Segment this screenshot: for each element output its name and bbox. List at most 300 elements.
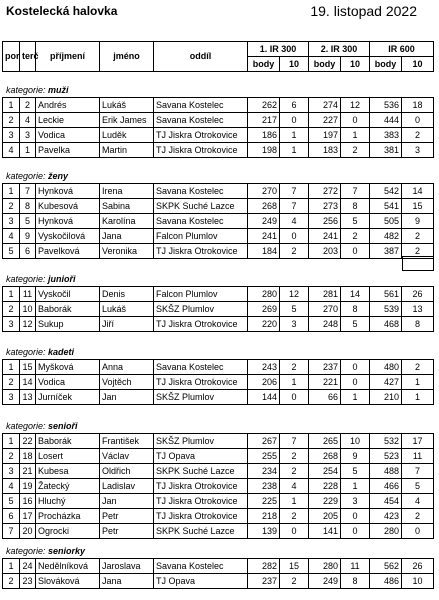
cell-ir1-body: 225 [248, 494, 280, 509]
cell-club: Savana Kostelec [154, 360, 248, 375]
cell-ir1-tens: 7 [280, 184, 309, 199]
cell-ir2-body: 268 [309, 449, 341, 464]
cell-ir600-tens: 5 [402, 479, 434, 494]
results-table [2, 558, 434, 589]
cell-ir2-tens: 0 [341, 509, 370, 524]
col-ir2: 2. IR 300 [309, 42, 370, 57]
cell-surname: Vyskočil [36, 287, 100, 302]
cell-surname: Sukup [36, 317, 100, 332]
cell-ir1-tens: 2 [280, 360, 309, 375]
cell-ir2-body: 272 [309, 184, 341, 199]
cell-ir2-tens: 8 [341, 199, 370, 214]
cell-ir1-tens: 7 [280, 434, 309, 449]
cell-rank: 3 [3, 128, 20, 143]
cell-ir1-body: 184 [248, 244, 280, 259]
cell-ir2-body: 237 [309, 360, 341, 375]
cell-club: Falcon Plumlov [154, 287, 248, 302]
category-label: kategorie: [6, 85, 49, 95]
cell-surname: Baborák [36, 434, 100, 449]
cell-rank: 2 [3, 375, 20, 390]
cell-target: 8 [20, 199, 36, 214]
cell-ir1-tens: 7 [280, 199, 309, 214]
cell-ir1-tens: 0 [280, 524, 309, 539]
category-name: ženy [48, 171, 69, 181]
cell-ir600-body: 561 [370, 287, 402, 302]
cell-surname: Losert [36, 449, 100, 464]
category-label: kategorie: [6, 171, 49, 181]
cell-ir600-body: 280 [370, 524, 402, 539]
table-row [3, 128, 434, 143]
cell-ir600-body: 466 [370, 479, 402, 494]
cell-first-name: Anna [100, 360, 154, 375]
cell-first-name: Jana [100, 574, 154, 589]
cell-ir600-body: 444 [370, 113, 402, 128]
cell-ir600-body: 486 [370, 574, 402, 589]
cell-club: Savana Kostelec [154, 113, 248, 128]
cell-ir2-body: 281 [309, 287, 341, 302]
cell-target: 21 [20, 464, 36, 479]
cell-club: SKPK Suché Lazce [154, 199, 248, 214]
cell-ir1-body: 241 [248, 229, 280, 244]
cell-first-name: Denis [100, 287, 154, 302]
cell-target: 20 [20, 524, 36, 539]
cell-ir1-tens: 1 [280, 375, 309, 390]
cell-ir2-tens: 11 [341, 559, 370, 574]
cell-ir600-body: 468 [370, 317, 402, 332]
table-row [3, 98, 434, 113]
cell-ir2-body: 203 [309, 244, 341, 259]
cell-ir600-body: 505 [370, 214, 402, 229]
cell-ir600-tens: 2 [402, 360, 434, 375]
cell-ir2-tens: 14 [341, 287, 370, 302]
cell-ir600-tens: 4 [402, 494, 434, 509]
cell-club: SKŠZ Plumlov [154, 302, 248, 317]
cell-rank: 6 [3, 509, 20, 524]
cell-ir2-body: 229 [309, 494, 341, 509]
cell-ir2-tens: 5 [341, 317, 370, 332]
results-table [2, 433, 434, 539]
cell-first-name: Sabina [100, 199, 154, 214]
table-row [3, 143, 434, 158]
cell-ir600-tens: 2 [402, 229, 434, 244]
category-heading [6, 85, 69, 95]
cell-ir2-body: 249 [309, 574, 341, 589]
col-prijmeni: příjmení [36, 42, 100, 72]
cell-ir600-tens: 7 [402, 464, 434, 479]
table-row [3, 199, 434, 214]
cell-ir2-tens: 10 [341, 434, 370, 449]
cell-ir2-tens: 1 [341, 479, 370, 494]
cell-ir1-tens: 3 [280, 317, 309, 332]
table-row [3, 214, 434, 229]
table-row [3, 494, 434, 509]
cell-ir600-tens: 2 [402, 128, 434, 143]
cell-first-name: Oldřich [100, 464, 154, 479]
cell-ir2-body: 280 [309, 559, 341, 574]
cell-ir1-tens: 4 [280, 214, 309, 229]
category-name: seniorky [48, 546, 86, 556]
cell-rank: 3 [3, 390, 20, 405]
table-row [3, 113, 434, 128]
cell-ir1-body: 268 [248, 199, 280, 214]
category-heading [6, 347, 74, 357]
cell-club: Falcon Plumlov [154, 229, 248, 244]
cell-first-name: Petr [100, 524, 154, 539]
cell-surname: Vyskočilová [36, 229, 100, 244]
cell-first-name: Martin [100, 143, 154, 158]
cell-ir1-body: 206 [248, 375, 280, 390]
cell-surname: Ogrocki [36, 524, 100, 539]
table-row [3, 244, 434, 259]
cell-ir600-tens: 3 [402, 143, 434, 158]
cell-ir1-tens: 2 [280, 244, 309, 259]
cell-first-name: Jiří [100, 317, 154, 332]
cell-surname: Nedělníková [36, 559, 100, 574]
cell-ir2-tens: 0 [341, 113, 370, 128]
cell-rank: 3 [3, 214, 20, 229]
cell-ir1-tens: 2 [280, 509, 309, 524]
cell-ir2-body: 270 [309, 302, 341, 317]
cell-ir2-body: 205 [309, 509, 341, 524]
cell-surname: Procházka [36, 509, 100, 524]
cell-ir1-body: 282 [248, 559, 280, 574]
cell-ir600-body: 488 [370, 464, 402, 479]
cell-first-name: Jan [100, 494, 154, 509]
cell-surname: Hynková [36, 184, 100, 199]
cell-ir1-body: 255 [248, 449, 280, 464]
category-label: kategorie: [6, 347, 49, 357]
cell-ir1-body: 220 [248, 317, 280, 332]
table-row [3, 302, 434, 317]
cell-rank: 1 [3, 360, 20, 375]
cell-ir1-body: 249 [248, 214, 280, 229]
cell-club: TJ Jiskra Otrokovice [154, 143, 248, 158]
cell-surname: Vodica [36, 375, 100, 390]
cell-ir2-body: 221 [309, 375, 341, 390]
cell-target: 23 [20, 574, 36, 589]
col-body: body [248, 57, 280, 72]
cell-first-name: Jan [100, 390, 154, 405]
cell-ir2-tens: 8 [341, 302, 370, 317]
cell-first-name: Erik James [100, 113, 154, 128]
cell-surname: Hynková [36, 214, 100, 229]
cell-surname: Kubesová [36, 199, 100, 214]
cell-target: 14 [20, 375, 36, 390]
cell-ir2-tens: 2 [341, 143, 370, 158]
category-label: kategorie: [6, 546, 49, 556]
cell-ir2-body: 141 [309, 524, 341, 539]
table-row [3, 375, 434, 390]
cell-first-name: Jana [100, 229, 154, 244]
cell-ir600-body: 542 [370, 184, 402, 199]
cell-ir1-body: 217 [248, 113, 280, 128]
col-ir600: IR 600 [370, 42, 434, 57]
cell-ir2-body: 227 [309, 113, 341, 128]
cell-ir2-body: 228 [309, 479, 341, 494]
table-row [3, 574, 434, 589]
results-table [2, 183, 434, 259]
cell-ir1-tens: 1 [280, 128, 309, 143]
cell-first-name: Jaroslava [100, 559, 154, 574]
cell-ir2-tens: 1 [341, 128, 370, 143]
cell-ir600-tens: 14 [402, 184, 434, 199]
cell-ir2-tens: 8 [341, 574, 370, 589]
cell-ir600-body: 381 [370, 143, 402, 158]
cell-first-name: Veronika [100, 244, 154, 259]
table-row [3, 317, 434, 332]
cell-ir2-body: 254 [309, 464, 341, 479]
cell-ir600-body: 383 [370, 128, 402, 143]
cell-target: 4 [20, 113, 36, 128]
cell-surname: Žatecký [36, 479, 100, 494]
cell-ir600-tens: 9 [402, 214, 434, 229]
cell-ir1-body: 218 [248, 509, 280, 524]
cell-rank: 2 [3, 449, 20, 464]
cell-ir2-tens: 5 [341, 464, 370, 479]
cell-first-name: Karolína [100, 214, 154, 229]
cell-ir600-body: 427 [370, 375, 402, 390]
category-heading [6, 421, 78, 431]
cell-first-name: Václav [100, 449, 154, 464]
cell-ir1-tens: 0 [280, 390, 309, 405]
cell-ir2-body: 197 [309, 128, 341, 143]
cell-ir600-tens: 0 [402, 113, 434, 128]
table-row [3, 524, 434, 539]
cell-first-name: Vojtěch [100, 375, 154, 390]
cell-ir1-tens: 12 [280, 287, 309, 302]
cell-target: 13 [20, 390, 36, 405]
cell-club: TJ Jiskra Otrokovice [154, 509, 248, 524]
cell-target: 22 [20, 434, 36, 449]
cell-club: Savana Kostelec [154, 184, 248, 199]
cell-surname: Pavelková [36, 244, 100, 259]
cell-ir2-tens: 1 [341, 390, 370, 405]
cell-club: TJ Opava [154, 574, 248, 589]
table-row [3, 184, 434, 199]
cell-club: SKPK Suché Lazce [154, 524, 248, 539]
cell-ir1-body: 234 [248, 464, 280, 479]
cell-ir1-body: 237 [248, 574, 280, 589]
category-name: kadeti [48, 347, 75, 357]
cell-ir600-tens: 0 [402, 524, 434, 539]
cell-ir600-body: 482 [370, 229, 402, 244]
cell-ir600-body: 539 [370, 302, 402, 317]
cell-rank: 1 [3, 287, 20, 302]
cell-target: 17 [20, 509, 36, 524]
cell-surname: Pavelka [36, 143, 100, 158]
cell-rank: 4 [3, 229, 20, 244]
cell-first-name: Lukáš [100, 98, 154, 113]
col-terc: terč [20, 42, 36, 72]
cell-ir1-body: 144 [248, 390, 280, 405]
cell-target: 1 [20, 143, 36, 158]
cell-ir600-tens: 1 [402, 375, 434, 390]
cell-club: SKŠZ Plumlov [154, 390, 248, 405]
cell-surname: Hluchý [36, 494, 100, 509]
cell-ir600-body: 523 [370, 449, 402, 464]
cell-ir600-tens: 15 [402, 199, 434, 214]
cell-surname: Baborák [36, 302, 100, 317]
cell-surname: Myšková [36, 360, 100, 375]
cell-ir600-tens: 11 [402, 449, 434, 464]
col-oddil: oddíl [154, 42, 248, 72]
cell-ir2-tens: 0 [341, 375, 370, 390]
cell-ir600-body: 536 [370, 98, 402, 113]
cell-club: Savana Kostelec [154, 214, 248, 229]
cell-rank: 2 [3, 302, 20, 317]
cell-target: 9 [20, 229, 36, 244]
cell-ir2-body: 265 [309, 434, 341, 449]
cell-club: TJ Jiskra Otrokovice [154, 375, 248, 390]
cell-ir600-tens: 18 [402, 98, 434, 113]
cell-surname: Leckie [36, 113, 100, 128]
cell-rank: 5 [3, 244, 20, 259]
cell-target: 6 [20, 244, 36, 259]
column-header [2, 41, 434, 72]
cell-ir1-body: 267 [248, 434, 280, 449]
cell-club: SKPK Suché Lazce [154, 464, 248, 479]
cell-ir600-body: 480 [370, 360, 402, 375]
cell-rank: 5 [3, 494, 20, 509]
cell-ir1-body: 270 [248, 184, 280, 199]
col-ten: 10 [341, 57, 370, 72]
cell-rank: 1 [3, 559, 20, 574]
cell-target: 11 [20, 287, 36, 302]
cell-target: 19 [20, 479, 36, 494]
cell-ir2-tens: 0 [341, 244, 370, 259]
cell-target: 18 [20, 449, 36, 464]
document-title: Kostelecká halovka [6, 4, 118, 18]
col-body: body [309, 57, 341, 72]
category-label: kategorie: [6, 274, 49, 284]
table-row [3, 509, 434, 524]
cell-ir1-tens: 6 [280, 98, 309, 113]
cell-surname: Andrés [36, 98, 100, 113]
category-heading [6, 171, 68, 181]
document-date: 19. listopad 2022 [310, 3, 417, 19]
cell-ir2-body: 273 [309, 199, 341, 214]
cell-ir600-body: 423 [370, 509, 402, 524]
cell-club: TJ Jiskra Otrokovice [154, 128, 248, 143]
category-name: senioři [48, 421, 78, 431]
cell-target: 3 [20, 128, 36, 143]
cell-surname: Jurníček [36, 390, 100, 405]
cell-target: 12 [20, 317, 36, 332]
cell-first-name: Petr [100, 509, 154, 524]
cell-ir2-tens: 12 [341, 98, 370, 113]
cell-target: 5 [20, 214, 36, 229]
category-name: muži [48, 85, 69, 95]
category-heading [6, 274, 76, 284]
col-ten: 10 [280, 57, 309, 72]
cell-ir1-body: 262 [248, 98, 280, 113]
cell-ir600-body: 454 [370, 494, 402, 509]
cell-rank: 2 [3, 113, 20, 128]
cell-ir2-tens: 2 [341, 229, 370, 244]
cell-rank: 1 [3, 98, 20, 113]
cell-ir600-tens: 2 [402, 244, 434, 259]
cell-ir1-body: 280 [248, 287, 280, 302]
cell-ir600-tens: 10 [402, 574, 434, 589]
col-por: por [3, 42, 20, 72]
results-table [2, 286, 434, 332]
cell-surname: Vodica [36, 128, 100, 143]
cell-first-name: František [100, 434, 154, 449]
cell-ir1-tens: 2 [280, 449, 309, 464]
cell-rank: 3 [3, 317, 20, 332]
cell-club: Savana Kostelec [154, 98, 248, 113]
cell-target: 7 [20, 184, 36, 199]
cell-ir2-tens: 5 [341, 214, 370, 229]
cell-ir600-tens: 1 [402, 390, 434, 405]
cell-club: TJ Jiskra Otrokovice [154, 479, 248, 494]
cell-ir600-body: 387 [370, 244, 402, 259]
category-name: junioři [48, 274, 76, 284]
col-jmeno: jméno [100, 42, 154, 72]
col-ir1: 1. IR 300 [248, 42, 309, 57]
table-row [3, 229, 434, 244]
cell-ir2-body: 256 [309, 214, 341, 229]
cell-ir2-tens: 3 [341, 494, 370, 509]
cell-first-name: Ladislav [100, 479, 154, 494]
cell-ir600-tens: 17 [402, 434, 434, 449]
cell-ir2-tens: 0 [341, 524, 370, 539]
cell-club: SKŠZ Plumlov [154, 434, 248, 449]
cell-ir600-body: 210 [370, 390, 402, 405]
table-row [3, 464, 434, 479]
category-heading [6, 546, 85, 556]
cell-ir1-tens: 2 [280, 464, 309, 479]
cell-ir2-tens: 9 [341, 449, 370, 464]
cell-ir1-body: 243 [248, 360, 280, 375]
cell-ir600-body: 562 [370, 559, 402, 574]
cell-ir1-tens: 0 [280, 113, 309, 128]
cell-rank: 2 [3, 574, 20, 589]
cell-ir600-body: 532 [370, 434, 402, 449]
cell-rank: 1 [3, 184, 20, 199]
cell-ir1-tens: 4 [280, 479, 309, 494]
cell-first-name: Luděk [100, 128, 154, 143]
cell-ir1-body: 186 [248, 128, 280, 143]
cell-club: Savana Kostelec [154, 559, 248, 574]
cell-rank: 1 [3, 434, 20, 449]
table-row [3, 479, 434, 494]
cell-ir1-tens: 2 [280, 574, 309, 589]
cell-club: TJ Jiskra Otrokovice [154, 317, 248, 332]
cell-target: 24 [20, 559, 36, 574]
cell-target: 10 [20, 302, 36, 317]
col-ten: 10 [402, 57, 434, 72]
cell-ir600-tens: 2 [402, 509, 434, 524]
cell-club: TJ Jiskra Otrokovice [154, 494, 248, 509]
cell-ir600-body: 541 [370, 199, 402, 214]
cell-ir600-tens: 26 [402, 559, 434, 574]
results-table [2, 359, 434, 405]
cell-rank: 2 [3, 199, 20, 214]
table-row [3, 434, 434, 449]
table-row [3, 559, 434, 574]
cell-ir600-tens: 26 [402, 287, 434, 302]
cell-rank: 7 [3, 524, 20, 539]
cell-ir600-tens: 13 [402, 302, 434, 317]
cell-rank: 4 [3, 143, 20, 158]
cell-ir1-tens: 1 [280, 494, 309, 509]
cell-target: 15 [20, 360, 36, 375]
cell-surname: Kubesa [36, 464, 100, 479]
table-row [3, 390, 434, 405]
cell-target: 2 [20, 98, 36, 113]
cell-ir1-body: 269 [248, 302, 280, 317]
